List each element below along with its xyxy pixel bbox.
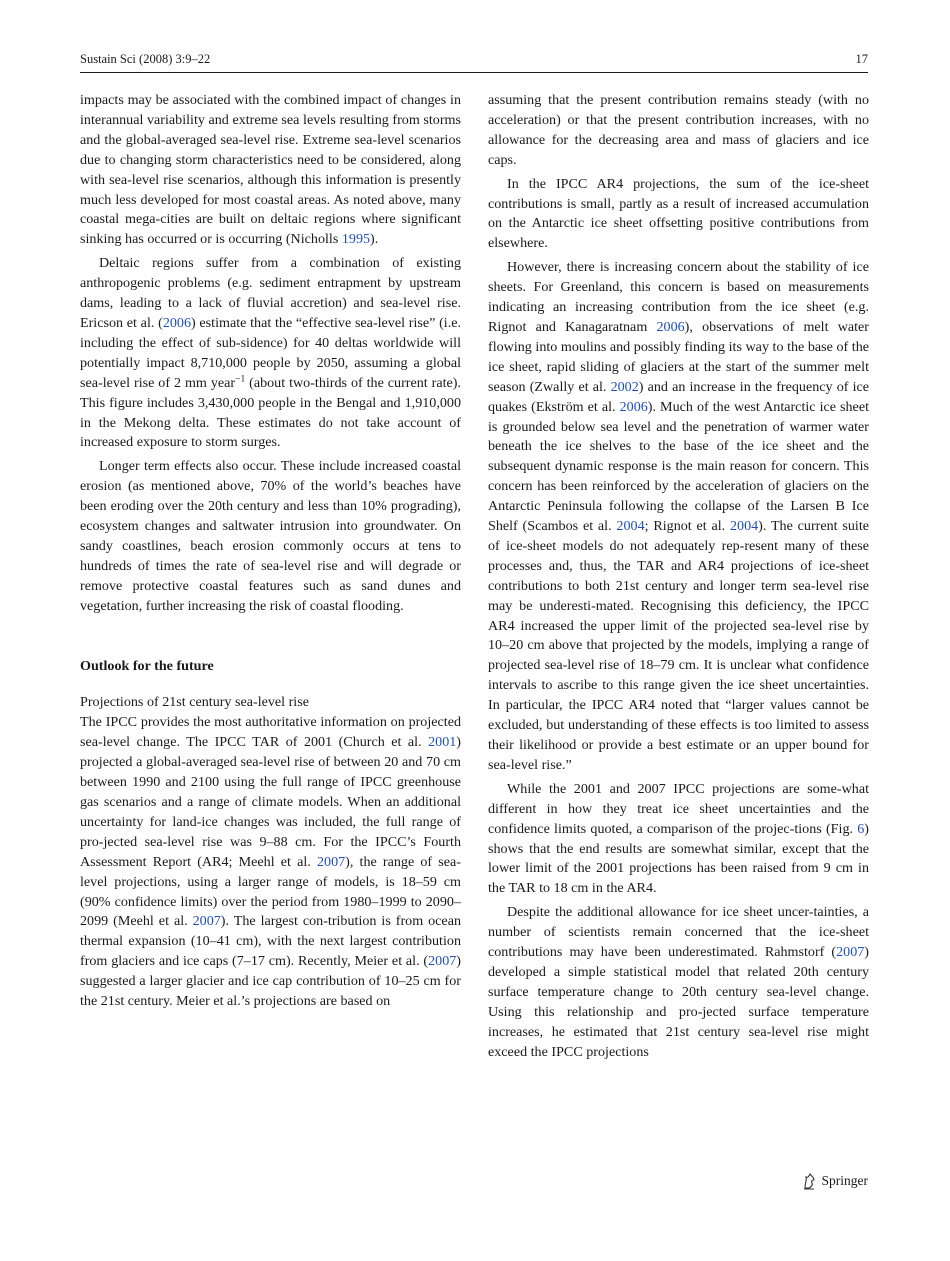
- citation-link[interactable]: 2006: [619, 398, 648, 415]
- paragraph: impacts may be associated with the combined impact of changes in interannual variability and extreme sea levels resulting from storms and the global-averaged sea-level rise. Extreme sea-level scenarios due to changing storm characteristics need to be considered, along with sea-level rise scenarios, although this information is presently much less developed for most coastal areas. As noted above, many coastal mega-cities are built on deltaic regions where significant sinking has occurred or is occurring (Nicholls 1995).: [80, 92, 461, 248]
- citation-link[interactable]: 2002: [610, 378, 639, 395]
- running-header: [80, 52, 868, 67]
- paragraph: In the IPCC AR4 projections, the sum of the ice-sheet contributions is small, partly as a result of increased accumulation on the Antarctic ice sheet offsetting positive contributions from elsewhere.: [488, 175, 869, 252]
- citation-link[interactable]: 1995: [341, 231, 371, 248]
- paragraph: assuming that the present contribution remains steady (with no acceleration) or that the present contribution increases, with no allowance for the decreasing area and mass of glaciers and ice caps.: [488, 92, 869, 168]
- paragraph: Deltaic regions suffer from a combination of existing anthropogenic problems (e.g. sediment entrapment by upstream dams, leading to a lack of fluvial accretion) and sea-level rise. Ericson et al. (2006) estimate that the “effective sea-level rise” (i.e. including the effect of sub-sidence) for 40 deltas worldwide will potentially impact 8,710,000 people by 2050, assuming a global sea-level rise of 2 mm year$^{-1}$ (about two-thirds of the current rate). This figure includes 3,430,000 people in the Bengal and 1,910,000 in the Mekong delta. These estimates do not take account of increased exposure to storm surges.: [80, 255, 461, 451]
- subsection-heading: Projections of 21st century sea-level rise: [80, 694, 309, 711]
- journal-citation: Sustain Sci (2008) 3:9–22: [80, 52, 211, 66]
- section-heading: Outlook for the future: [80, 657, 214, 674]
- publisher-name: Springer: [821, 1173, 868, 1188]
- paragraph: Longer term effects also occur. These include increased coastal erosion (as mentioned above, 70% of the world’s beaches have been eroding over the 20th century and less than 10% prograding), ecosystem changes and saltwater intrusion into groundwater. On sandy coastlines, beach erosion commonly occurs at tens to hundreds of times the rate of sea-level rise and will degrade or remove protective coastal features such as sand dunes and vegetation, further increasing the risk of coastal flooding.: [80, 458, 461, 614]
- header-rule: [80, 72, 868, 73]
- citation-link[interactable]: 2007: [192, 913, 221, 930]
- paragraph: Despite the additional allowance for ice sheet uncer-tainties, a number of scientists remain concerned that the ice-sheet contributions may have been underestimated. Rahmstorf (2007) developed a simple statistical model that related 20th century surface temperature change to 20th century sea-level change. Using this relationship and pro-jected surface temperature increases, he estimated that 21st century sea-level rise might exceed the IPCC projections: [488, 904, 869, 1060]
- figure-link[interactable]: 6: [857, 820, 865, 837]
- page-number: 17: [855, 52, 868, 66]
- citation-link[interactable]: 2007: [428, 953, 457, 970]
- citation-link[interactable]: 2001: [428, 734, 457, 751]
- citation-link[interactable]: 2007: [316, 853, 346, 870]
- citation-link[interactable]: 2006: [656, 318, 685, 335]
- right-column: [488, 91, 869, 1063]
- citation-link[interactable]: 2006: [162, 314, 191, 331]
- left-column: [80, 91, 461, 1012]
- springer-horse-icon: [802, 1172, 818, 1190]
- paragraph: The IPCC provides the most authoritative information on projected sea-level change. The IPCC TAR of 2001 (Church et al. 2001) projected a global-averaged sea-level rise of between 20 and 70 cm between 1990 and 2100 using the full range of IPCC greenhouse gas scenarios and a range of climate models. When an additional uncertainty for land-ice changes was included, the full range of pro-jected sea-level rise was 9–88 cm. For the IPCC’s Fourth Assessment Report (AR4; Meehl et al. 2007), the range of sea-level projections, using a larger range of models, is 18–59 cm (90% confidence limits) over the period from 1980–1999 to 2090–2099 (Meehl et al. 2007). The largest con-tribution is from ocean thermal expansion (10–41 cm), with the next largest contribution from glaciers and ice caps (7–17 cm). Recently, Meier et al. (2007) suggested a larger glacier and ice cap contribution of 10–25 cm for the 21st century. Meier et al.’s projections are based on: [80, 714, 461, 1010]
- paragraph: However, there is increasing concern about the stability of ice sheets. For Greenland, this concern is based on measurements indicating an increasing contribution from the ice sheet (e.g. Rignot and Kanagaratnam 2006), observations of melt water flowing into moulins and possibly finding its way to the base of the ice sheet, rapid sliding of glaciers at the start of the summer melt season (Zwally et al. 2002) and an increase in the frequency of ice quakes (Ekström et al. 2006). Much of the west Antarctic ice sheet is grounded below sea level and the penetration of warmer water beneath the ice shelves to the base of the ice sheet and the subsequent dynamic response is the main reason for concern. This concern has been reinforced by the acceleration of glaciers on the Antarctic Peninsula following the collapse of the Larsen B Ice Shelf (Scambos et al. 2004; Rignot et al. 2004). The current suite of ice-sheet models do not adequately rep-resent many of these processes and, thus, the TAR and AR4 projections of ice-sheet contributions to both 21st century and longer term sea-level rise may be underesti-mated. Recognising this deficiency, the IPCC AR4 increased the upper limit of the projected sea-level rise by 10–20 cm above that projected by the models, implying a range of projected sea-level rise of 18–79 cm. It is unclear what confidence intervals to ascribe to this range given the ice sheet uncertainties. In particular, the IPCC AR4 noted that “larger values cannot be excluded, but understanding of these effects is too limited to assess their likelihood or provide a best estimate or an upper bound for sea-level rise.”: [488, 259, 869, 773]
- citation-link[interactable]: 2004: [729, 518, 759, 535]
- citation-link[interactable]: 2004: [616, 518, 645, 535]
- paragraph: While the 2001 and 2007 IPCC projections are some-what different in how they treat ice sheet uncertainties and the confidence limits quoted, a comparison of the projec-tions (Fig. 6) shows that the end results are somewhat similar, except that the lower limit of the 2001 projections has been raised from 9 cm in the TAR to 18 cm in the AR4.: [488, 780, 869, 897]
- publisher-footer: [802, 1172, 869, 1190]
- citation-link[interactable]: 2007: [836, 944, 865, 961]
